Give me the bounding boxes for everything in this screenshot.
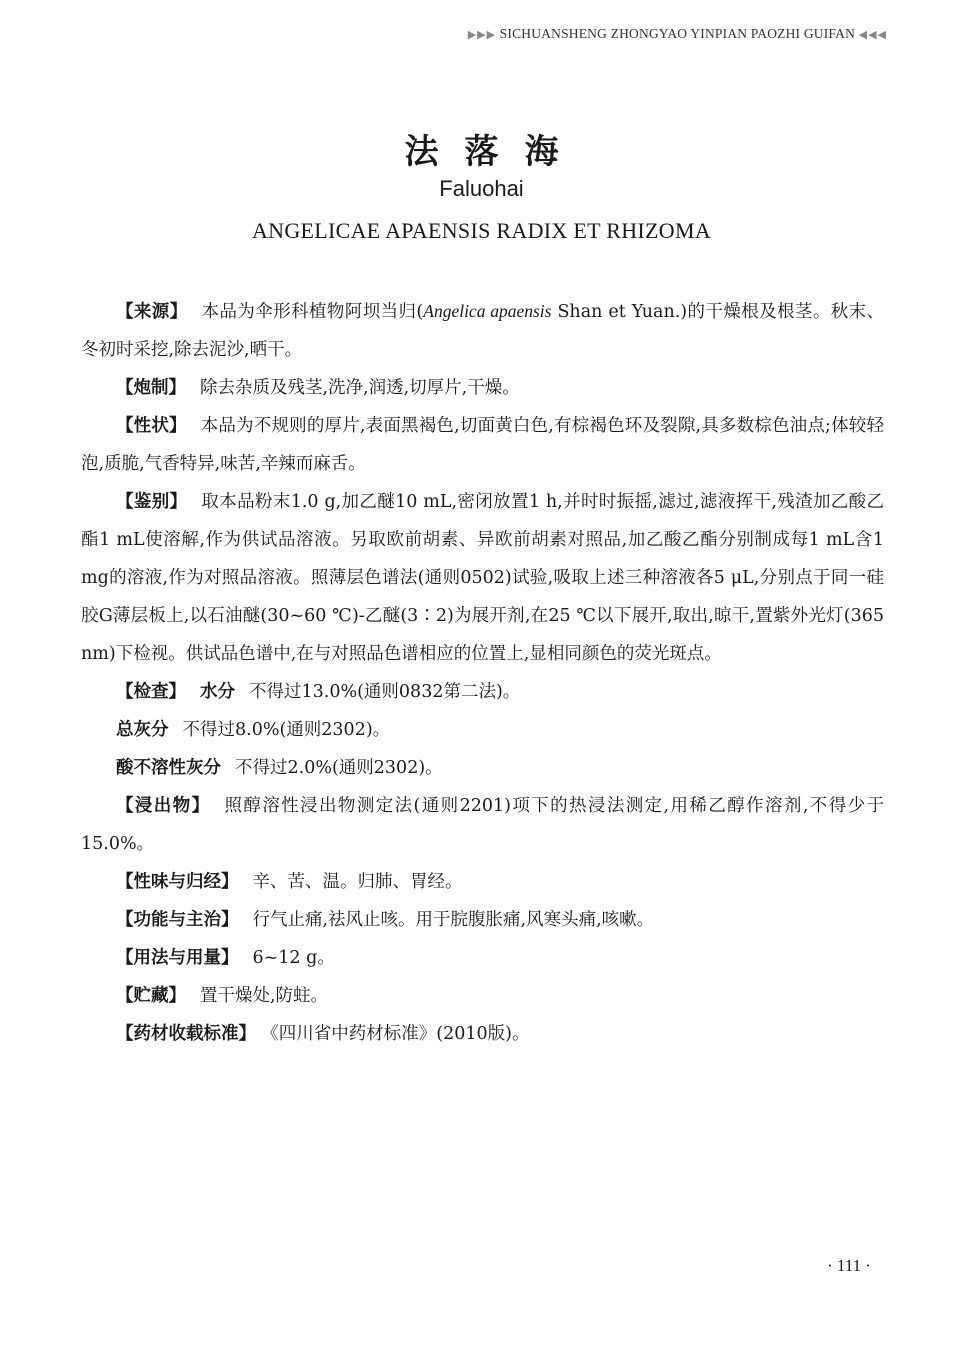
section-heading-processing: 【炮制】 <box>116 378 186 398</box>
section-heading-function: 【功能与主治】 <box>116 910 239 930</box>
running-head-arrows-right: ◀◀◀ <box>858 29 887 41</box>
section-heading-inspection: 【检查】 <box>116 682 186 702</box>
section-processing <box>81 369 884 407</box>
running-head-text: SICHUANSHENG ZHONGYAO YINPIAN PAOZHI GUIFAN <box>499 26 856 41</box>
source-text-after: Shan et Yuan.)的干燥根及根茎。秋末、冬初时采挖,除去泥沙,晒干。 <box>81 302 885 360</box>
section-heading-nature-meridian: 【性味与归经】 <box>116 872 239 892</box>
section-heading-identification: 【鉴别】 <box>116 492 188 512</box>
running-head-arrows-left: ▶▶▶ <box>467 29 497 41</box>
standard-text: 《四川省中药材标准》(2010版)。 <box>270 1024 530 1044</box>
storage-text: 置干燥处,防蛀。 <box>200 986 329 1006</box>
section-heading-dosage: 【用法与用量】 <box>116 948 239 968</box>
section-storage <box>81 977 884 1015</box>
identification-text: 取本品粉末1.0 g,加乙醚10 mL,密闭放置1 h,并时时振摇,滤过,滤液挥干,残渣加乙酸乙酯1 mL使溶解,作为供试品溶液。另取欧前胡素、异欧前胡素对照品,加乙酸乙酯分别制成每1 mL含1 mg的溶液,作为对照品溶液。照薄层色谱法(通则0502)试验,吸取上述三种溶液各5 μL,分别点于同一硅胶G薄层板上,以石油醚(30~60 ℃)-乙醚(3∶2)为展开剂,在25 ℃以下展开,取出,晾干,置紫外光灯(365 nm)下检视。供试品色谱中,在与对照品色谱相应的位置上,显相同颜色的荧光斑点。 <box>81 492 885 664</box>
section-heading-standard: 【药材收载标准】 <box>116 1024 256 1044</box>
section-inspection <box>81 673 884 711</box>
total-ash-label: 总灰分 <box>116 720 169 740</box>
extract-text: 照醇溶性浸出物测定法(通则2201)项下的热浸法测定,用稀乙醇作溶剂,不得少于15.0%。 <box>81 796 884 854</box>
dosage-text: 6~12 g。 <box>252 948 335 968</box>
moisture-label: 水分 <box>200 682 235 702</box>
page-title: 法落海 <box>404 132 585 172</box>
monograph-body <box>81 292 884 1053</box>
nature-meridian-text: 辛、苦、温。归肺、胃经。 <box>252 872 463 892</box>
section-heading-storage: 【贮藏】 <box>116 986 186 1006</box>
function-text: 行气止痛,祛风止咳。用于脘腹胀痛,风寒头痛,咳嗽。 <box>252 910 655 930</box>
section-dosage <box>81 939 884 977</box>
acid-ash-label: 酸不溶性灰分 <box>116 758 221 778</box>
section-source <box>81 292 884 369</box>
section-extract <box>81 787 884 863</box>
section-standard <box>81 1015 884 1053</box>
processing-text: 除去杂质及残茎,洗净,润透,切厚片,干燥。 <box>200 378 520 398</box>
acid-ash-text: 不得过2.0%(通则2302)。 <box>235 758 443 778</box>
section-heading-extract: 【浸出物】 <box>116 796 211 816</box>
section-nature-meridian <box>81 863 884 901</box>
section-heading-source: 【来源】 <box>116 302 188 322</box>
description-text: 本品为不规则的厚片,表面黑褐色,切面黄白色,有棕褐色环及裂隙,具多数棕色油点;体较轻泡,质脆,气香特异,味苦,辛辣而麻舌。 <box>81 416 884 474</box>
section-description <box>81 407 884 483</box>
total-ash-text: 不得过8.0%(通则2302)。 <box>182 720 391 740</box>
section-heading-description: 【性状】 <box>116 416 187 436</box>
source-latin-name: Angelica apaensis <box>423 301 552 321</box>
page-number: · 111 · <box>826 1256 871 1275</box>
section-function <box>81 901 884 939</box>
title-pinyin: Faluohai <box>439 176 524 201</box>
moisture-text: 不得过13.0%(通则0832第二法)。 <box>249 682 521 702</box>
source-text-before: 本品为伞形科植物阿坝当归( <box>201 302 424 322</box>
inspection-acid-ash <box>81 749 884 787</box>
running-head <box>468 26 887 42</box>
inspection-total-ash <box>81 711 884 749</box>
section-identification <box>81 483 884 673</box>
title-latin: ANGELICAE APAENSIS RADIX ET RHIZOMA <box>251 218 712 243</box>
